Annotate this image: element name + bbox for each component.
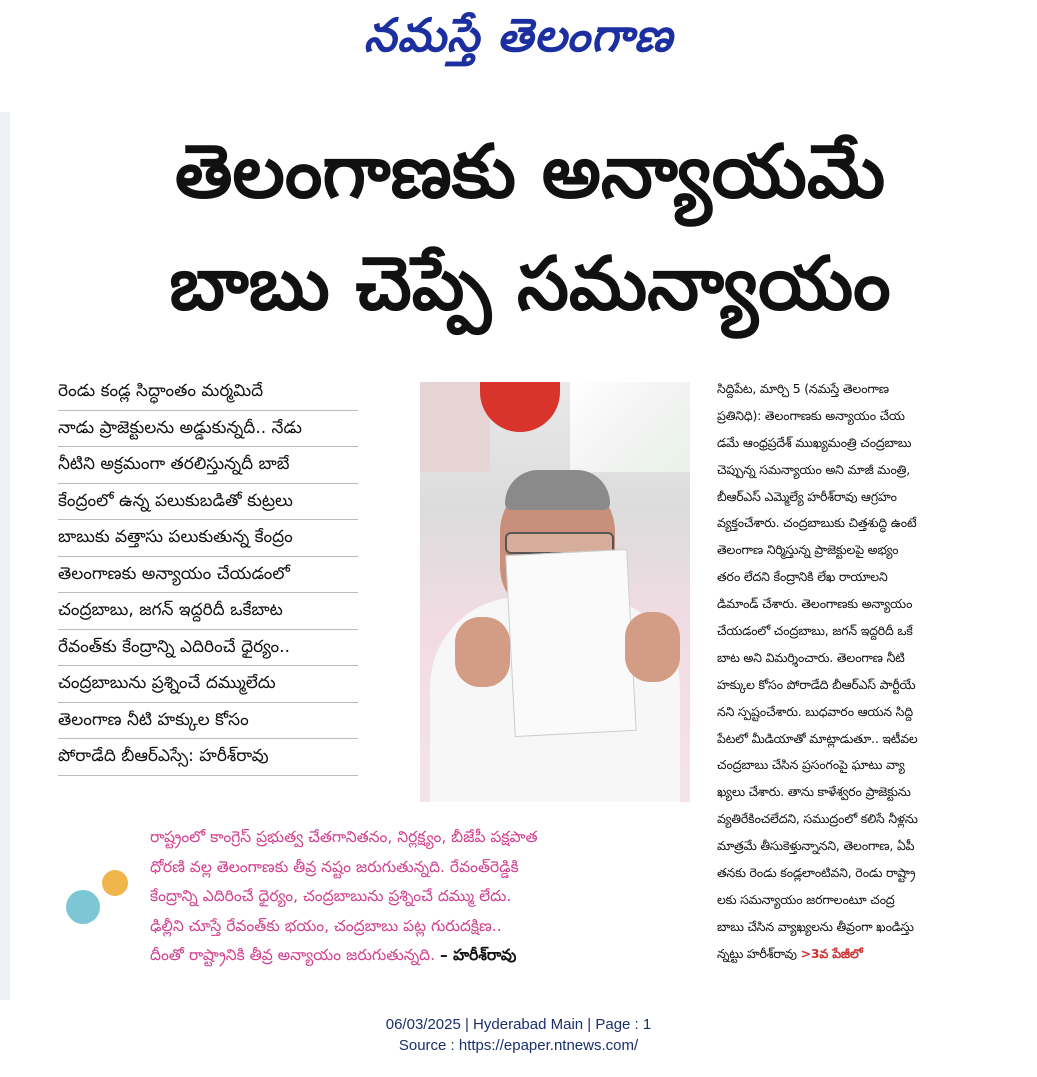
highlight-item: రేవంత్‌కు కేంద్రాన్ని ఎదిరించే ధైర్యం..: [58, 630, 358, 667]
article-line: వ్యక్తంచేశారు. చంద్రబాబుకు చిత్తశుద్ధి ఉంటే: [717, 515, 917, 531]
quote-line-text: దీంతో రాష్ట్రానికి తీవ్ర అన్యాయం జరుగుతున్నది.: [150, 946, 436, 964]
headline-line-1: తెలంగాణకు అన్యాయమే: [174, 129, 886, 215]
highlight-item: పోరాడేది బీఆర్ఎస్సే: హరీశ్‌రావు: [58, 739, 358, 776]
highlights-list: [58, 374, 358, 776]
quote-icon-dot-large: [66, 890, 100, 924]
article-line: డిమాండ్ చేశారు. తెలంగాణకు అన్యాయం: [717, 596, 913, 612]
page-margin-strip: [0, 112, 10, 1000]
article-line: వ్యతిరేకించలేదని, సముద్రంలో కలిసే నీళ్లను: [717, 811, 918, 827]
masthead: [0, 0, 1037, 80]
highlight-item: రెండు కండ్ల సిద్ధాంతం మర్మమిదే: [58, 374, 358, 411]
article-line: [717, 941, 953, 968]
photo-document: [505, 549, 636, 737]
article-line: చంద్రబాబు చేసిన ప్రసంగంపై ఘాటు వ్యా: [717, 757, 905, 773]
article-line: తెలంగాణ నిర్మిస్తున్న ప్రాజెక్టులపై అభ్యం: [717, 542, 899, 558]
quote-line: ఢిల్లీని చూస్తే రేవంత్‌కు భయం, చంద్రబాబు పట్ల గురుదక్షిణ..: [150, 916, 502, 935]
article-line: తరం లేదని కేంద్రానికి లేఖ రాయాలని: [717, 569, 888, 585]
highlight-item: చంద్రబాబు, జగన్ ఇద్దరిదీ ఒకేబాట: [58, 593, 358, 630]
highlight-item: తెలంగాణకు అన్యాయం చేయడంలో: [58, 557, 358, 594]
footer-edition-info: 06/03/2025 | Hyderabad Main | Page : 1: [385, 1016, 652, 1033]
article-line: తనకు రెండు కండ్లలాంటివని, రెండు రాష్ట్రా: [717, 865, 916, 881]
photo-banner: [570, 382, 690, 472]
article-line: మాత్రమే తీసుకెళ్తున్నానని, తెలంగాణ, ఏపీ: [717, 838, 915, 854]
highlight-item: నాడు ప్రాజెక్టులను అడ్డుకున్నదీ.. నేడు: [58, 411, 358, 448]
quote-icon: [66, 866, 136, 936]
highlight-item: చంద్రబాబును ప్రశ్నించే దమ్ములేదు: [58, 666, 358, 703]
continued-on-page-link[interactable]: >3వ పేజీలో: [800, 945, 863, 961]
article-line: బాట అని విమర్శించారు. తెలంగాణ నీటి: [717, 649, 905, 665]
quote-icon-dot-small: [102, 870, 128, 896]
photo-person-hair: [505, 470, 610, 510]
article-line: చేయడంలో చంద్రబాబు, జగన్ ఇద్దరిదీ ఒకే: [717, 623, 913, 639]
page-footer: [0, 1014, 1037, 1056]
article-line: హక్కుల కోసం పోరాడేది బీఆర్ఎస్ పార్టీయే: [717, 676, 916, 692]
article-line: చెప్పున్న సమన్యాయం అని మాజీ మంత్రి,: [717, 461, 910, 477]
article-body: [717, 376, 953, 968]
highlight-item: కేంద్రంలో ఉన్న పలుకుబడితో కుట్రలు: [58, 484, 358, 521]
article-line: బీఆర్ఎస్ ఎమ్మెల్యే హరీశ్‌రావు ఆగ్రహం: [717, 488, 897, 504]
jump-label: 3వ పేజీలో: [810, 945, 863, 961]
quote-line: ధోరణి వల్ల తెలంగాణకు తీవ్ర నష్టం జరుగుతున్నది. రేవంత్‌రెడ్డికి: [150, 857, 519, 876]
quote-line: రాష్ట్రంలో కాంగ్రెస్ ప్రభుత్వ చేతగానితనం, నిర్లక్ష్యం, బీజేపీ పక్షపాత: [150, 828, 538, 846]
quote-attribution: – హరీశ్‌రావు: [440, 946, 517, 964]
article-line: డమే ఆంధ్రప్రదేశ్ ముఖ్యమంత్రి చంద్రబాబు: [717, 434, 912, 450]
photo-hand-left: [455, 617, 510, 687]
article-line: బాబు చేసిన వ్యాఖ్యలను తీవ్రంగా ఖండిస్తు: [717, 918, 914, 934]
footer-source-link[interactable]: Source : https://epaper.ntnews.com/: [398, 1037, 639, 1054]
highlight-item: బాబుకు వత్తాసు పలుకుతున్న కేంద్రం: [58, 520, 358, 557]
highlight-item: నీటిని అక్రమంగా తరలిస్తున్నదీ బాబే: [58, 447, 358, 484]
article-line-text: న్నట్టు హరీశ్‌రావు: [717, 945, 797, 961]
photo-hand-right: [625, 612, 680, 682]
quote-line: కేంద్రాన్ని ఎదిరించే ధైర్యం, చంద్రబాబును ప్రశ్నించే దమ్ము లేదు.: [150, 887, 512, 905]
article-line: ఖ్యలు చేశారు. తాను కాళేశ్వరం ప్రాజెక్టును: [717, 784, 911, 800]
article-line: సిద్దిపేట, మార్చి 5 (నమస్తే తెలంగాణ: [717, 381, 889, 396]
pull-quote: [150, 823, 690, 971]
masthead-logo: నమస్తే తెలంగాణ: [363, 8, 674, 62]
article-line: నని స్పష్టంచేశారు. బుధవారం ఆయన సిద్ది: [717, 703, 913, 719]
article-line: లకు సమన్యాయం జరగాలంటూ చంద్ర: [717, 891, 895, 907]
quote-line: [150, 941, 690, 971]
article-line: ప్రతినిధి): తెలంగాణకు అన్యాయం చేయ: [717, 407, 905, 423]
headline-line-2: బాబు చెప్పే సమన్యాయం: [169, 241, 891, 327]
article-line: పేటలో మీడియాతో మాట్లాడుతూ.. ఇటీవల: [717, 730, 918, 746]
highlight-item: తెలంగాణ నీటి హక్కుల కోసం: [58, 703, 358, 740]
news-photo: [420, 382, 690, 802]
party-logo-banner: [480, 382, 560, 432]
